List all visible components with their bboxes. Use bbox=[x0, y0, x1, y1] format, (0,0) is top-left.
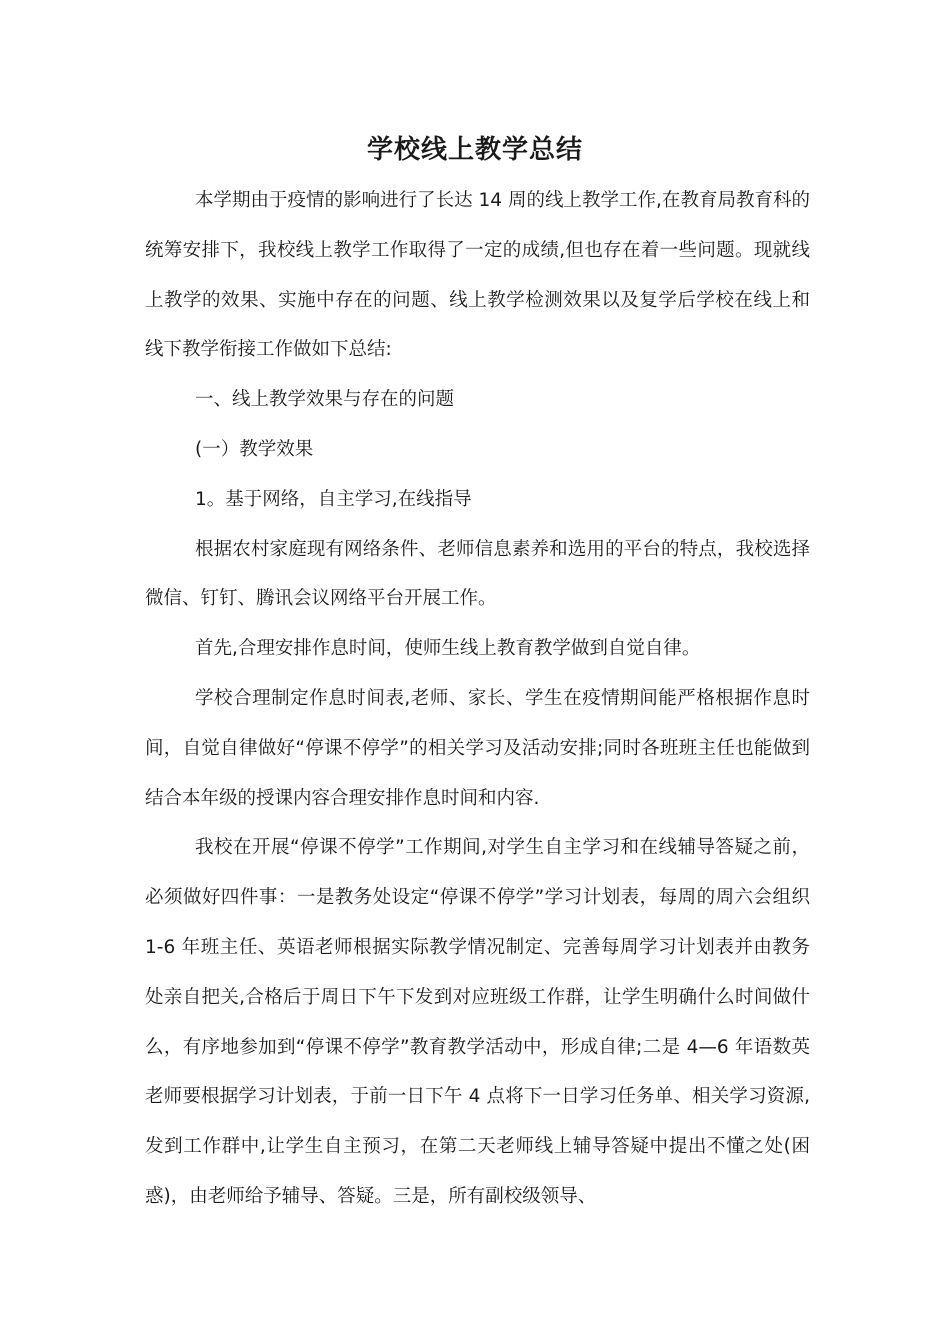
subsection-heading-1: (一）教学效果 bbox=[195, 438, 314, 460]
item-heading-1: 1。基于网络，自主学习,在线指导 bbox=[195, 488, 472, 510]
paragraph-platforms: 根据农村家庭现有网络条件、老师信息素养和选用的平台的特点，我校选择微信、钉钉、腾讯会议网络平台开展工作。 bbox=[145, 538, 810, 610]
paragraph-intro: 本学期由于疫情的影响进行了长达 14 周的线上教学工作,在教育局教育科的统筹安排下，我校线上教学工作取得了一定的成绩,但也存在着一些问题。现就线上教学的效果、实施中存在的问题、线上教学检测效果以及复学后学校在线上和线下教学衔接工作做如下总结: bbox=[145, 190, 810, 361]
paragraph-first: 首先,合理安排作息时间，使师生线上教育教学做到自觉自律。 bbox=[195, 638, 701, 660]
document-body bbox=[145, 176, 810, 1222]
paragraph-schedule: 学校合理制定作息时间表,老师、家长、学生在疫情期间能严格根据作息时间，自觉自律做好“停课不停学”的相关学习及活动安排;同时各班班主任也能做到结合本年级的授课内容合理安排作息时间和内容. bbox=[145, 687, 810, 809]
document-title: 学校线上教学总结 bbox=[366, 135, 583, 165]
section-heading-1: 一、线上教学效果与存在的问题 bbox=[195, 389, 455, 411]
paragraph-four-tasks: 我校在开展“停课不停学”工作期间,对学生自主学习和在线辅导答疑之前，必须做好四件事：一是教务处设定“停课不停学”学习计划表，每周的周六会组织 1-6 年班主任、英语老师根据实际教学情况制定、完善每周学习计划表并由教务处亲自把关,合格后于周日下午下发到对应班级工作群，让学生明确什么时间做什么，有序地参加到“停课不停学”教育教学活动中，形成自律;二是 4—6 年语数英老师要根据学习计划表，于前一日下午 4 点将下一日学习任务单、相关学习资源,发到工作群中,让学生自主预习，在第二天老师线上辅导答疑中提出不懂之处(困惑)，由老师给予辅导、答疑。三是，所有副校级领导、 bbox=[145, 837, 810, 1207]
